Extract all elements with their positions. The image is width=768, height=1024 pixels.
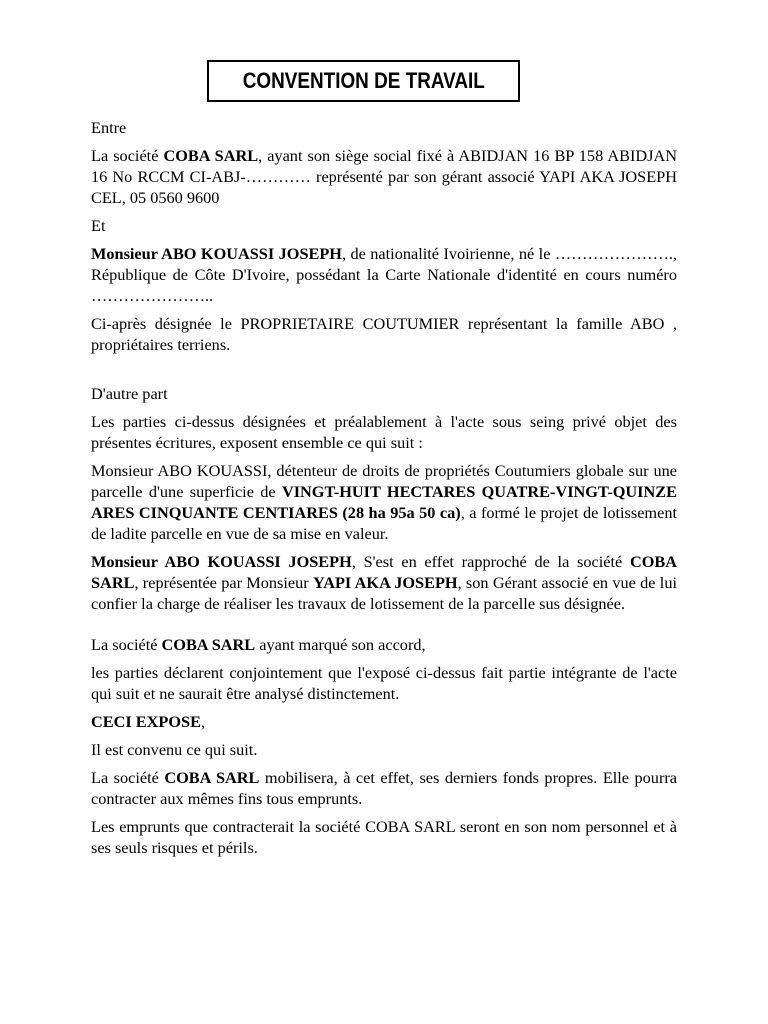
paragraph-entre: [91, 117, 677, 138]
text-run: D'autre part: [91, 384, 168, 403]
bold-run: VINGT-HUIT HECTARES QUATRE-VINGT-QUINZE ARES CINQUANTE CENTIARES (28 ha 95a 50 ca): [91, 482, 677, 522]
text-run: Les parties ci-dessus désignées et préalablement à l'acte sous seing privé objet des présentes écritures, exposent ensemble ce qui suit :: [91, 412, 677, 452]
paragraph-declarent: [91, 662, 677, 704]
paragraph-convenu: [91, 739, 677, 760]
paragraph-societe: [91, 145, 677, 208]
paragraph-parties: [91, 411, 677, 453]
bold-run: COBA SARL: [91, 552, 677, 592]
bold-run: Monsieur ABO KOUASSI JOSEPH: [91, 552, 352, 571]
document-body: [91, 117, 677, 865]
paragraph-ceci-expose: [91, 711, 677, 732]
text-run: Les emprunts que contracterait la société COBA SARL seront en son nom personnel et à ses seuls risques et périls.: [91, 817, 677, 857]
text-run: , de nationalité Ivoirienne, né le …………………., République de Côte D'Ivoire, possédant la Carte Nationale d'identité en cours numéro …………………..: [91, 244, 677, 305]
bold-run: COBA SARL: [164, 768, 260, 787]
text-run: , ayant son siège social fixé à ABIDJAN 16 BP 158 ABIDJAN 16 No RCCM CI-ABJ-………… représenté par son gérant associé YAPI AKA JOSEPH CEL, 05 0560 9600: [91, 146, 678, 207]
text-run: La société: [91, 635, 162, 654]
paragraph-autre-part: [91, 383, 677, 404]
bold-run: YAPI AKA JOSEPH: [312, 573, 458, 592]
text-run: , S'est en effet rapproché de la société: [351, 552, 630, 571]
text-run: La société: [91, 768, 165, 787]
paragraph-rapproche: [91, 551, 677, 614]
bold-run: COBA SARL: [161, 635, 256, 654]
text-run: , représentée par Monsieur: [134, 573, 313, 592]
paragraph-accord: [91, 634, 677, 655]
text-run: ayant marqué son accord,: [255, 635, 426, 654]
paragraph-emprunts: [91, 816, 677, 858]
bold-run: CECI EXPOSE: [91, 712, 201, 731]
text-run: Et: [91, 216, 106, 235]
text-run: ,: [200, 712, 206, 731]
bold-run: COBA SARL: [163, 146, 259, 165]
text-run: , son Gérant associé en vue de lui confier la charge de réaliser les travaux de lotissement de la parcelle sus désignée.: [91, 573, 677, 613]
bold-run: Monsieur ABO KOUASSI JOSEPH: [91, 244, 342, 263]
paragraph-monsieur: [91, 243, 677, 306]
document-title: CONVENTION DE TRAVAIL: [242, 68, 485, 93]
text-run: mobilisera, à cet effet, ses derniers fonds propres. Elle pourra contracter aux mêmes fins tous emprunts.: [91, 768, 678, 808]
text-run: , a formé le projet de lotissement de ladite parcelle en vue de sa mise en valeur.: [91, 503, 677, 543]
text-run: les parties déclarent conjointement que l'exposé ci-dessus fait partie intégrante de l'acte qui suit et ne saurait être analysé distinctement.: [91, 663, 677, 703]
paragraph-et: [91, 215, 677, 236]
text-run: Entre: [91, 118, 127, 137]
paragraph-abo-kouassi: [91, 460, 677, 544]
paragraph-ci-apres: [91, 313, 677, 355]
title-box: [207, 60, 520, 102]
text-run: Monsieur ABO KOUASSI, détenteur de droits de propriétés Coutumiers globale sur une parcelle d'une superficie de: [91, 461, 677, 501]
paragraph-mobilisera: [91, 767, 677, 809]
text-run: Ci-après désignée le PROPRIETAIRE COUTUMIER représentant la famille ABO , propriétaires terriens.: [91, 314, 677, 354]
text-run: Il est convenu ce qui suit.: [91, 740, 258, 759]
text-run: La société: [91, 146, 164, 165]
